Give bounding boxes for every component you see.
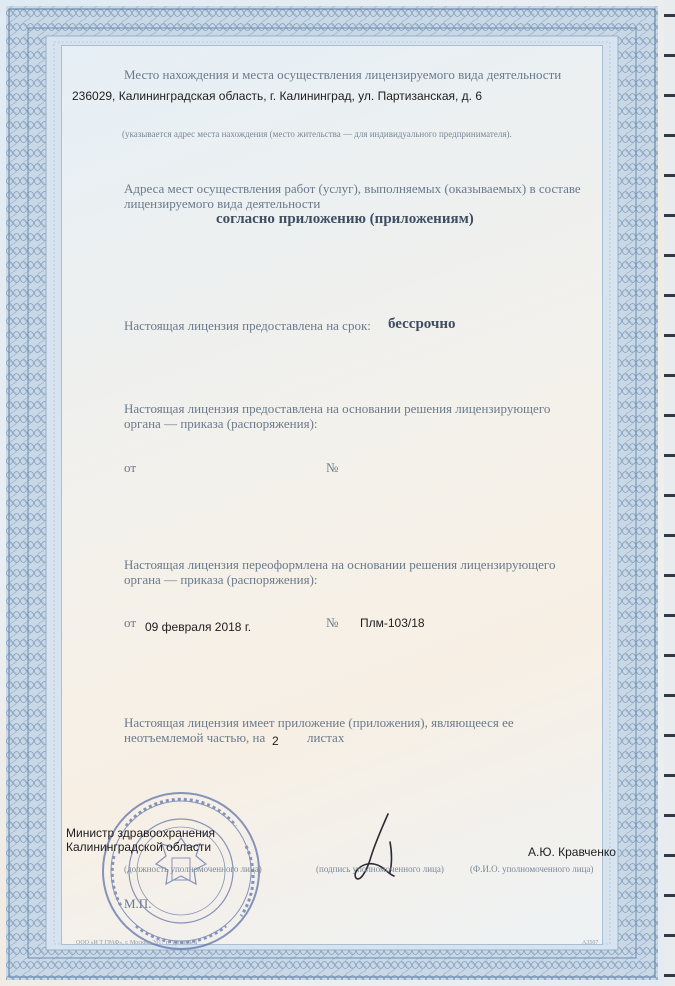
signer-position-caption: (должность уполномоченного лица): [124, 864, 262, 874]
work-addresses-value: согласно приложению (приложениям): [216, 211, 474, 227]
address-note: (указывается адрес места нахождения (место жительства — для индивидуального предпринимателя).: [122, 129, 512, 139]
basis-line2: органа — приказа (распоряжения):: [124, 416, 318, 431]
signer-position-line1: Министр здравоохранения: [66, 826, 216, 840]
signature-caption: (подпись уполномоченного лица): [316, 864, 444, 874]
printer-imprint: ООО «И Т ГРАФ», г. Москва, 2017 г., уровень Б: [76, 940, 198, 946]
reissued-no-label: №: [326, 615, 339, 630]
reissued-number: Плм-103/18: [360, 616, 425, 630]
signer-name: А.Ю. Кравченко: [528, 845, 616, 859]
address-heading: Место нахождения и места осуществления лицензируемого вида деятельности: [124, 67, 562, 82]
term-value: бессрочно: [388, 316, 456, 332]
work-addresses-line1: Адреса мест осуществления работ (услуг), выполняемых (оказываемых) в составе: [124, 181, 581, 196]
basis-no-label: №: [326, 460, 339, 475]
signer-name-caption: (Ф.И.О. уполномоченного лица): [470, 864, 594, 874]
appendix-line2-prefix: неотъемлемой частью, на: [124, 730, 266, 745]
reissued-date: 09 февраля 2018 г.: [145, 620, 252, 634]
form-number: А3507: [582, 940, 599, 946]
work-addresses-line2: лицензируемого вида деятельности: [124, 196, 321, 211]
reissued-line1: Настоящая лицензия переоформлена на основании решения лицензирующего: [124, 557, 556, 572]
reissued-from-label: от: [124, 615, 137, 630]
appendix-sheets: 2: [272, 734, 279, 748]
signer-position-line2: Калининградской области: [66, 840, 212, 854]
basis-from-label: от: [124, 460, 137, 475]
appendix-line1: Настоящая лицензия имеет приложение (приложения), являющееся ее: [124, 715, 514, 730]
basis-line1: Настоящая лицензия предоставлена на основании решения лицензирующего: [124, 401, 551, 416]
binding-edge: [664, 0, 675, 986]
address-value: 236029, Калининградская область, г. Калининград, ул. Партизанская, д. 6: [72, 89, 482, 103]
appendix-line2-suffix: листах: [307, 730, 345, 745]
term-label: Настоящая лицензия предоставлена на срок:: [124, 318, 371, 333]
stamp-place: М.П.: [124, 896, 152, 911]
reissued-line2: органа — приказа (распоряжения):: [124, 572, 318, 587]
